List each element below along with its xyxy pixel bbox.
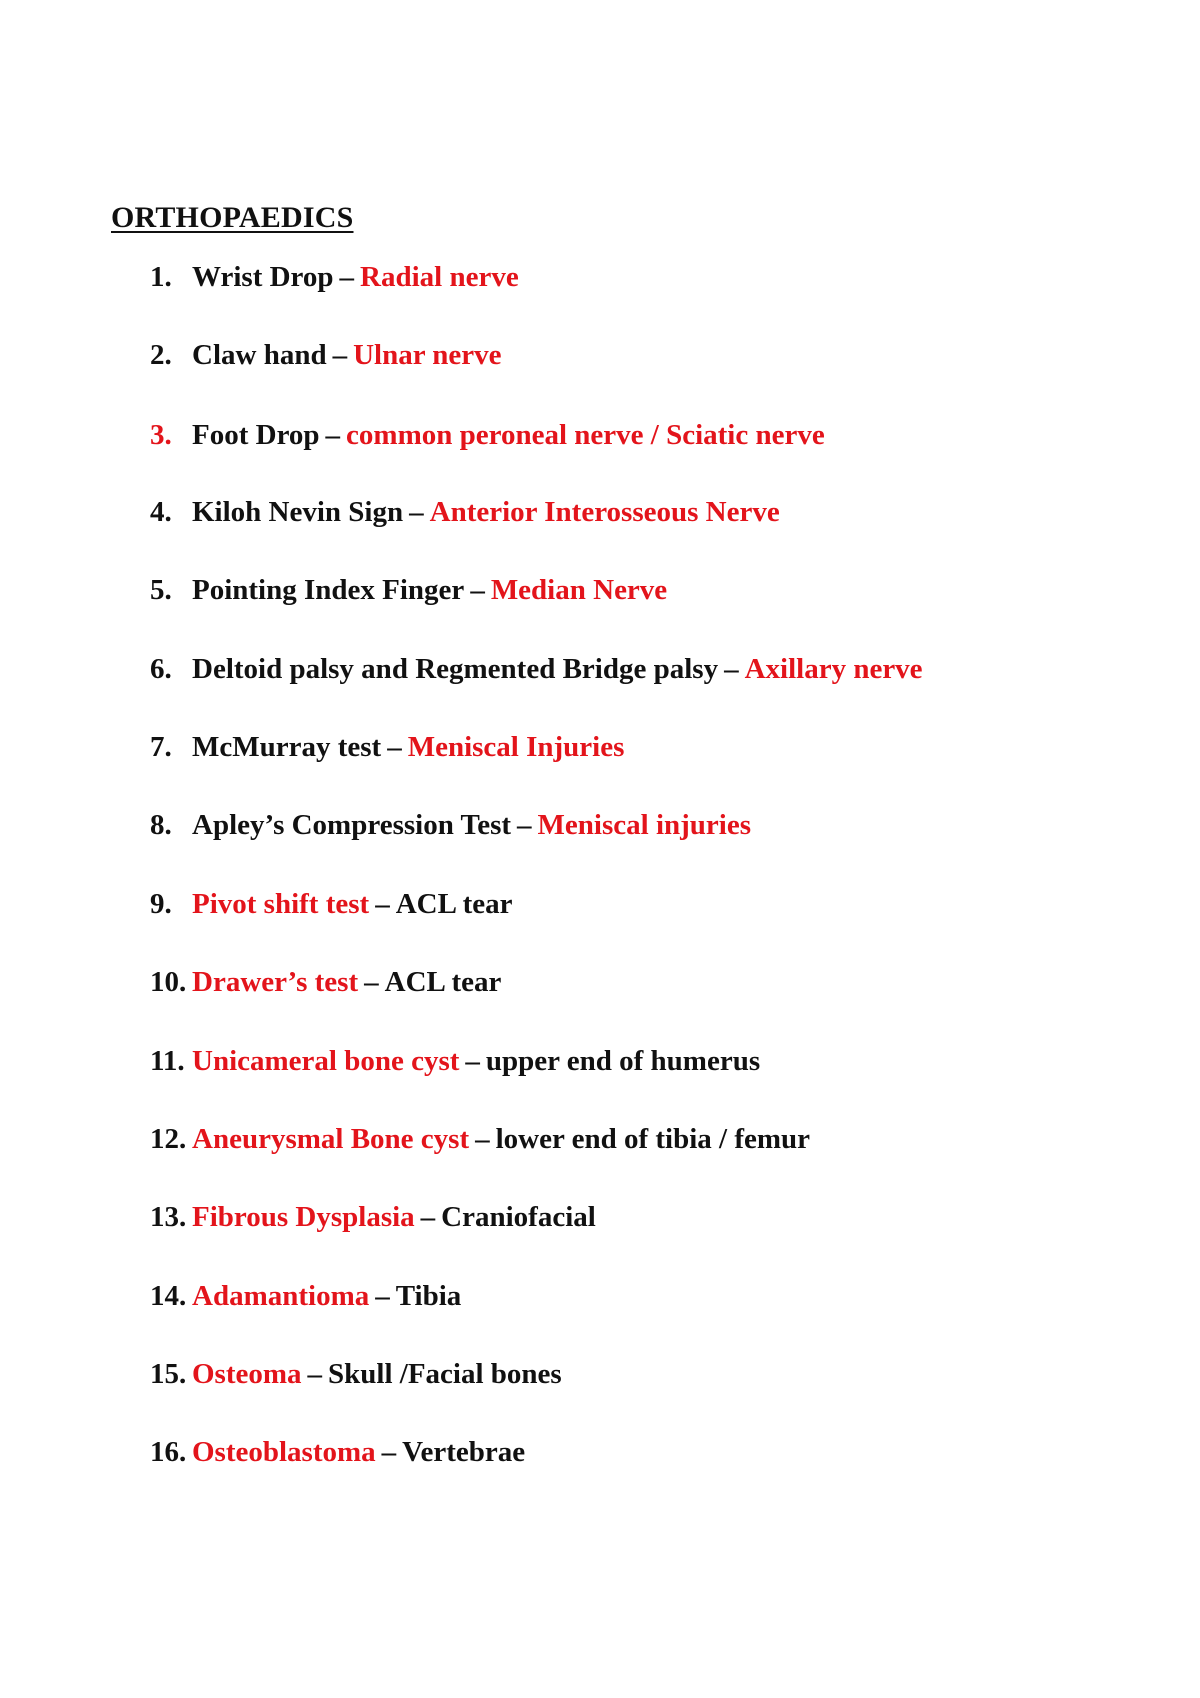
item-number: 1. bbox=[150, 261, 172, 293]
item-answer: Ulnar nerve bbox=[353, 339, 502, 371]
list-item bbox=[150, 492, 780, 532]
item-separator: – bbox=[375, 1280, 390, 1312]
item-number: 11. bbox=[150, 1045, 185, 1077]
item-term: Aneurysmal Bone cyst bbox=[192, 1123, 470, 1155]
item-separator: – bbox=[470, 574, 485, 606]
item-answer: ACL tear bbox=[395, 888, 513, 920]
list-item bbox=[150, 1119, 810, 1159]
list-item bbox=[150, 649, 923, 689]
item-answer: Tibia bbox=[395, 1280, 462, 1312]
list-item bbox=[150, 415, 825, 455]
item-number: 13. bbox=[150, 1201, 187, 1233]
item-term: Deltoid palsy and Regmented Bridge palsy bbox=[192, 653, 719, 685]
list-item bbox=[150, 1354, 562, 1394]
item-term: Foot Drop bbox=[192, 419, 320, 451]
list-item bbox=[150, 257, 519, 297]
item-term: Drawer’s test bbox=[192, 966, 359, 998]
item-separator: – bbox=[339, 261, 355, 293]
list-item bbox=[150, 884, 512, 924]
item-answer: Skull /Facial bones bbox=[328, 1358, 562, 1390]
list-item bbox=[150, 570, 667, 610]
page-title: ORTHOPAEDICS bbox=[111, 201, 354, 234]
item-separator: – bbox=[409, 496, 424, 528]
list-item bbox=[150, 335, 502, 375]
item-separator: – bbox=[420, 1201, 436, 1233]
item-separator: – bbox=[364, 966, 379, 998]
item-term: Fibrous Dysplasia bbox=[192, 1201, 415, 1233]
list-item bbox=[150, 805, 751, 845]
item-separator: – bbox=[465, 1045, 480, 1077]
item-separator: – bbox=[387, 731, 402, 763]
item-number: 16. bbox=[150, 1436, 187, 1468]
item-number: 5. bbox=[150, 574, 172, 606]
item-separator: – bbox=[375, 888, 390, 920]
item-separator: – bbox=[517, 809, 532, 841]
item-answer: Meniscal Injuries bbox=[407, 731, 625, 763]
item-answer: common peroneal nerve / Sciatic nerve bbox=[346, 419, 825, 451]
item-number: 3. bbox=[150, 419, 172, 451]
item-number: 6. bbox=[150, 653, 172, 685]
item-number: 9. bbox=[150, 888, 172, 920]
item-term: Claw hand bbox=[192, 339, 327, 371]
item-number: 15. bbox=[150, 1358, 187, 1390]
item-term: McMurray test bbox=[192, 731, 382, 763]
item-answer: Craniofacial bbox=[441, 1201, 596, 1233]
list-item bbox=[150, 727, 624, 767]
item-answer: ACL tear bbox=[384, 966, 502, 998]
item-separator: – bbox=[724, 653, 739, 685]
item-term: Adamantioma bbox=[192, 1280, 370, 1312]
item-number: 14. bbox=[150, 1280, 187, 1312]
item-number: 12. bbox=[150, 1123, 187, 1155]
item-separator: – bbox=[307, 1358, 323, 1390]
item-number: 8. bbox=[150, 809, 172, 841]
item-separator: – bbox=[475, 1123, 490, 1155]
item-answer: Axillary nerve bbox=[744, 653, 923, 685]
item-answer: Meniscal injuries bbox=[537, 809, 751, 841]
item-number: 10. bbox=[150, 966, 187, 998]
item-term: Pivot shift test bbox=[192, 888, 370, 920]
item-answer: Vertebrae bbox=[402, 1436, 526, 1468]
item-answer: lower end of tibia / femur bbox=[495, 1123, 811, 1155]
item-term: Osteoma bbox=[192, 1358, 302, 1390]
item-term: Kiloh Nevin Sign bbox=[192, 496, 404, 528]
item-answer: upper end of humerus bbox=[485, 1045, 761, 1077]
item-answer: Radial nerve bbox=[360, 261, 519, 293]
item-term: Osteoblastoma bbox=[192, 1436, 376, 1468]
item-separator: – bbox=[381, 1436, 397, 1468]
item-number: 4. bbox=[150, 496, 172, 528]
item-term: Unicameral bone cyst bbox=[192, 1045, 460, 1077]
list-item bbox=[150, 962, 501, 1002]
list-item bbox=[150, 1041, 760, 1081]
list-item bbox=[150, 1197, 596, 1237]
item-separator: – bbox=[332, 339, 348, 371]
item-term: Wrist Drop bbox=[192, 261, 334, 293]
item-number: 2. bbox=[150, 339, 172, 371]
item-number: 7. bbox=[150, 731, 172, 763]
item-answer: Anterior Interosseous Nerve bbox=[429, 496, 780, 528]
list-item bbox=[150, 1432, 525, 1472]
list-item bbox=[150, 1276, 461, 1316]
item-separator: – bbox=[325, 419, 341, 451]
item-answer: Median Nerve bbox=[490, 574, 668, 606]
item-term: Pointing Index Finger bbox=[192, 574, 465, 606]
item-term: Apley’s Compression Test bbox=[192, 809, 512, 841]
